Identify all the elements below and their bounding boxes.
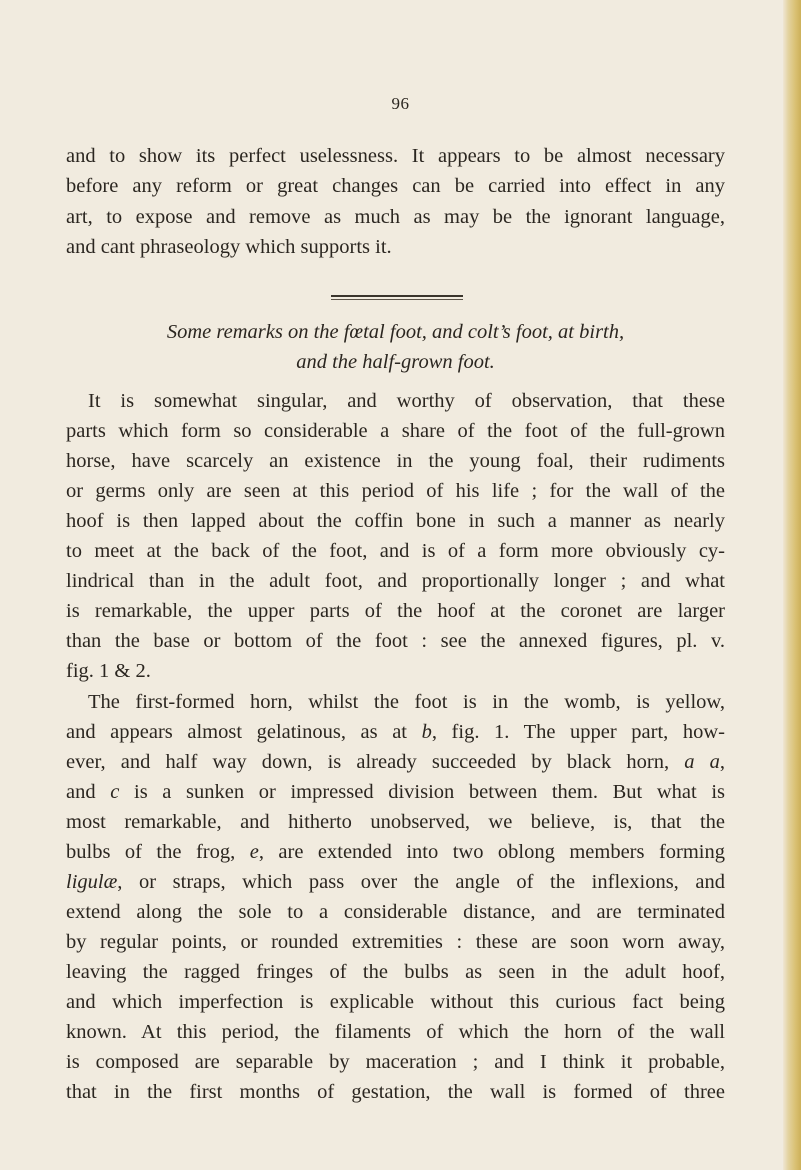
text-line: extend along the sole to a considerable distance, and are terminated <box>66 901 725 923</box>
text-line: before any reform or great changes can be carried into effect in any <box>66 175 725 197</box>
text-line: and c is a sunken or impressed division between them. But what is <box>66 781 726 803</box>
text-line: hoof is then lapped about the coffin bone in such a manner as nearly <box>66 510 725 532</box>
text-line: fig. 1 & 2. <box>66 660 151 682</box>
text-line: or germs only are seen at this period of his life ; for the wall of the <box>66 480 725 502</box>
text-line: leaving the ragged fringes of the bulbs as seen in the adult hoof, <box>66 961 725 983</box>
text-line: horse, have scarcely an existence in the young foal, their rudiments <box>66 450 725 472</box>
text-line: parts which form so considerable a share of the foot of the full-grown <box>66 420 725 442</box>
text-line: by regular points, or rounded extremities : these are soon worn away, <box>66 931 725 953</box>
section-heading: and the half-grown foot. <box>296 351 495 373</box>
text-line: is composed are separable by maceration ; and I think it probable, <box>66 1051 725 1073</box>
text-line: is remarkable, the upper parts of the hoof at the coronet are larger <box>66 600 725 622</box>
text-line: that in the first months of gestation, the wall is formed of three <box>66 1081 725 1103</box>
text-line: art, to expose and remove as much as may be the ignorant language, <box>66 206 725 228</box>
text-line: and to show its perfect uselessness. It appears to be almost necessary <box>66 145 725 167</box>
text-line: and cant phraseology which supports it. <box>66 236 392 258</box>
text-line: ever, and half way down, is already succeeded by black horn, a a, <box>66 751 725 773</box>
text-line: and which imperfection is explicable without this curious fact being <box>66 991 725 1013</box>
text-line: The first-formed horn, whilst the foot is in the womb, is yellow, <box>88 691 725 713</box>
section-heading: Some remarks on the fœtal foot, and colt’s foot, at birth, <box>166 321 625 343</box>
text-line: bulbs of the frog, e, are extended into two oblong members forming <box>66 841 725 863</box>
text-line: than the base or bottom of the foot : see the annexed figures, pl. v. <box>66 630 725 652</box>
text-line: It is somewhat singular, and worthy of observation, that these <box>88 390 725 412</box>
text-line: to meet at the back of the foot, and is of a form more obviously cy- <box>66 540 725 562</box>
text-line: lindrical than in the adult foot, and proportionally longer ; and what <box>66 570 725 592</box>
page-number: 96 <box>391 94 410 113</box>
text-line: known. At this period, the filaments of which the horn of the wall <box>66 1021 725 1043</box>
text-line: ligulæ, or straps, which pass over the angle of the inflexions, and <box>66 871 725 893</box>
page-edge-shading <box>783 0 801 1170</box>
section-divider <box>331 295 463 297</box>
text-line: most remarkable, and hitherto unobserved, we believe, is, that the <box>66 811 725 833</box>
text-line: and appears almost gelatinous, as at b, fig. 1. The upper part, how- <box>66 721 726 743</box>
